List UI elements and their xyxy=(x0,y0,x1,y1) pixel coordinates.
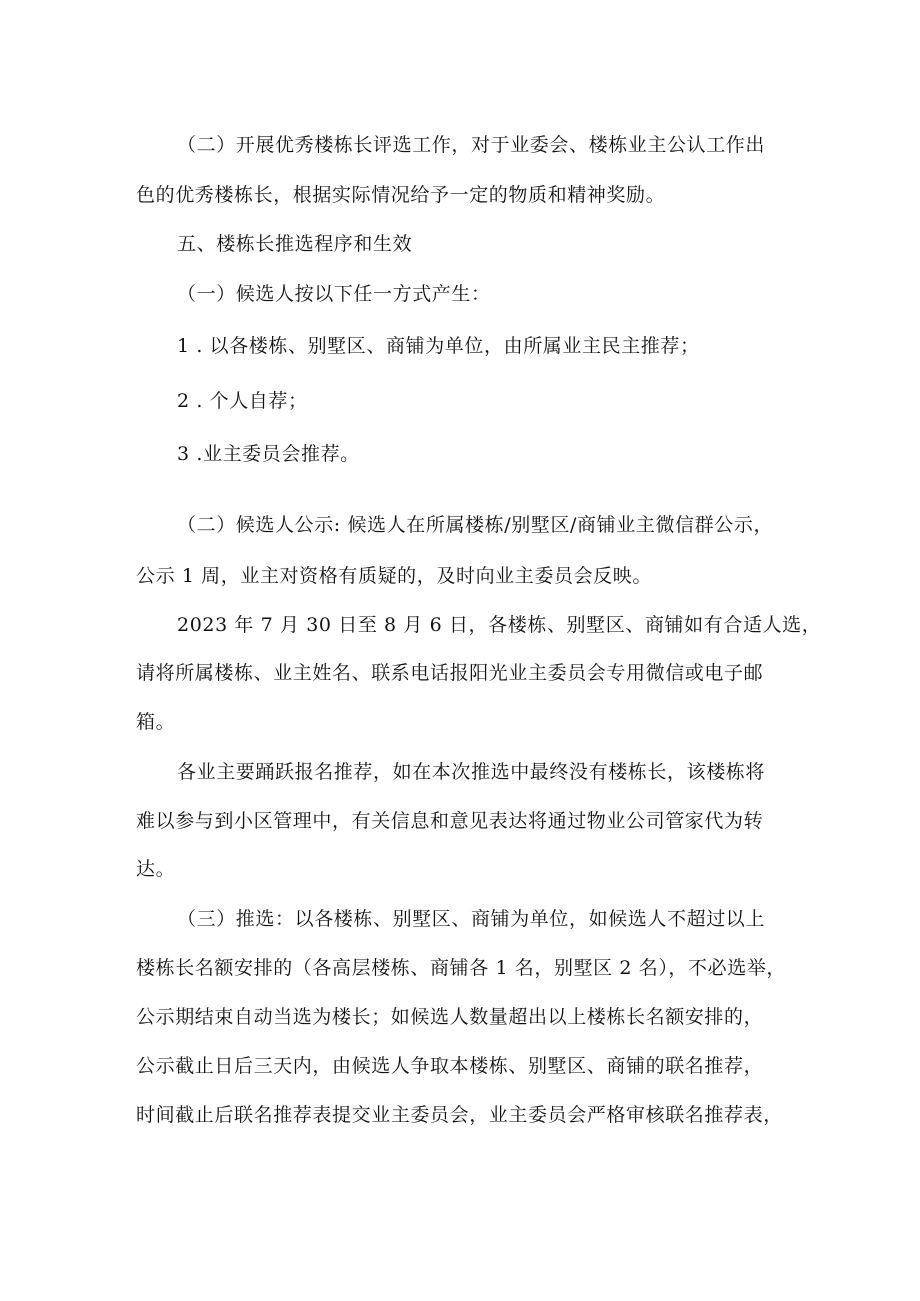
paragraph-line: （二）开展优秀楼栋长评选工作，对于业委会、楼栋业主公认工作出 xyxy=(177,134,766,156)
paragraph-line: 达。 xyxy=(136,858,176,880)
section-heading: 五、楼栋长推选程序和生效 xyxy=(177,233,413,255)
paragraph-line: 公示期结束自动当选为楼长；如候选人数量超出以上楼栋长名额安排的， xyxy=(136,1006,764,1028)
paragraph-line: 公示截止日后三天内，由候选人争取本楼栋、别墅区、商铺的联名推荐， xyxy=(136,1055,764,1077)
paragraph-line: 各业主要踊跃报名推荐，如在本次推选中最终没有楼栋长，该楼栋将 xyxy=(177,761,766,783)
list-item: 2 . 个人自荐； xyxy=(177,390,308,412)
paragraph-line: 难以参与到小区管理中，有关信息和意见表达将通过物业公司管家代为转 xyxy=(136,810,764,832)
list-item: 3 .业主委员会推荐。 xyxy=(177,443,360,465)
paragraph-line: 楼栋长名额安排的（各高层楼栋、商铺各 1 名，别墅区 2 名），不必选举， xyxy=(136,957,787,979)
paragraph-line: 色的优秀楼栋长，根据实际情况给予一定的物质和精神奖励。 xyxy=(136,184,666,206)
paragraph-line: 2023 年 7 月 30 日至 8 月 6 日，各楼栋、别墅区、商铺如有合适人选， xyxy=(177,614,822,636)
paragraph-line: 请将所属楼栋、业主姓名、联系电话报阳光业主委员会专用微信或电子邮 xyxy=(136,662,764,684)
paragraph-line: （二）候选人公示: 候选人在所属楼栋/别墅区/商铺业主微信群公示， xyxy=(177,514,774,536)
paragraph-line: 箱。 xyxy=(136,711,176,733)
paragraph-line: （三）推选：以各楼栋、别墅区、商铺为单位，如候选人不超过以上 xyxy=(177,908,766,930)
list-item: 1 . 以各楼栋、别墅区、商铺为单位，由所属业主民主推荐； xyxy=(177,335,700,357)
subsection-heading: （一）候选人按以下任一方式产生： xyxy=(177,283,491,305)
paragraph-line: 公示 1 周，业主对资格有质疑的，及时向业主委员会反映。 xyxy=(136,565,652,587)
paragraph-line: 时间截止后联名推荐表提交业主委员会，业主委员会严格审核联名推荐表， xyxy=(136,1104,783,1126)
